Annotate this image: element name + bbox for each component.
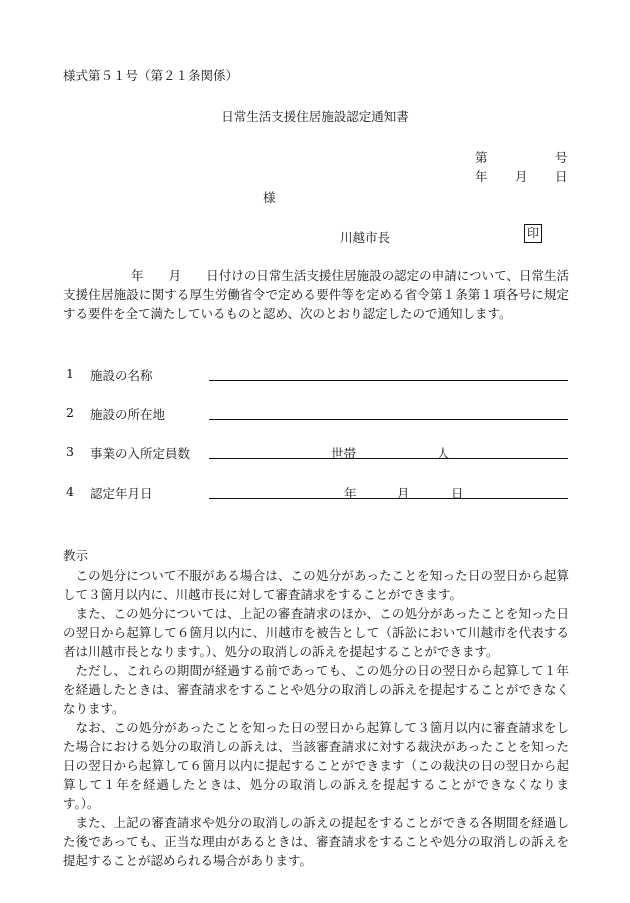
reference-number-prefix: 第	[475, 150, 488, 165]
approval-date-month: 月	[397, 486, 410, 501]
approval-date-line	[209, 498, 568, 499]
facility-name-line	[209, 380, 568, 381]
seal-stamp: 印	[524, 224, 542, 243]
item-label-facility-name: 施設の名称	[90, 368, 153, 383]
instructions-paragraph: この処分について不服がある場合は、この処分があったことを知った日の翌日から起算して３箇月以内に、川越市長に対して審査請求をすることができます。	[63, 568, 569, 602]
document-title: 日常生活支援住居施設認定通知書	[221, 109, 409, 124]
instructions-heading: 教示	[63, 548, 89, 563]
capacity-households-unit: 世帯	[331, 446, 357, 461]
approval-date-day: 日	[451, 486, 464, 501]
issuer-name: 川越市長	[340, 230, 391, 245]
reference-number-suffix: 号	[555, 150, 568, 165]
recipient-honorific: 様	[263, 190, 276, 205]
instructions-paragraph: また、この処分については、上記の審査請求のほか、この処分があったことを知った日の翌日から起算して６箇月以内に、川越市を被告として（訴訟において川越市を代表する者は川越市長となります。）、処分の取消しの訴えを提起することができます。	[63, 606, 569, 659]
item-number: 2	[66, 405, 74, 420]
item-number: 1	[66, 366, 74, 381]
item-number: 3	[66, 444, 74, 459]
item-label-capacity: 事業の入所定員数	[90, 446, 191, 461]
notification-body: 年 月 日付けの日常生活支援住居施設の認定の申請について、日常生活支援住居施設に関する厚生労働省令で定める要件等を定める省令第１条第１項各号に規定する要件を全て満たしているものと認め、次のとおり認定したので通知します。	[63, 268, 569, 321]
capacity-persons-unit: 人	[437, 446, 450, 461]
approval-date-year: 年	[344, 486, 357, 501]
facility-address-line	[209, 419, 568, 420]
item-label-approval-date: 認定年月日	[90, 486, 153, 501]
item-number: 4	[66, 484, 74, 499]
issue-date-month: 月	[515, 169, 528, 184]
issue-date-year: 年	[475, 169, 488, 184]
item-label-facility-address: 施設の所在地	[90, 407, 166, 422]
issue-date-day: 日	[555, 169, 568, 184]
instructions-paragraph: ただし、これらの期間が経過する前であっても、この処分の日の翌日から起算して１年を経過したときは、審査請求をすることや処分の取消しの訴えを提起することができなくなります。	[63, 663, 569, 716]
instructions-section	[63, 566, 569, 870]
instructions-paragraph: また、上記の審査請求や処分の取消しの訴えの提起をすることができる各期間を経過した後であっても、正当な理由があるときは、審査請求をすることや処分の取消しの訴えを提起することが認められる場合があります。	[63, 815, 569, 868]
form-number: 様式第５１号（第２１条関係）	[63, 68, 239, 83]
instructions-paragraph: なお、この処分があったことを知った日の翌日から起算して３箇月以内に審査請求をした場合における処分の取消しの訴えは、当該審査請求に対する裁決があったことを知った日の翌日から起算して６箇月以内に提起することができます（この裁決の日の翌日から起算して１年を経過したときは、処分の取消しの訴えを提起することができなくなります。）。	[63, 720, 569, 811]
capacity-line	[209, 458, 568, 459]
